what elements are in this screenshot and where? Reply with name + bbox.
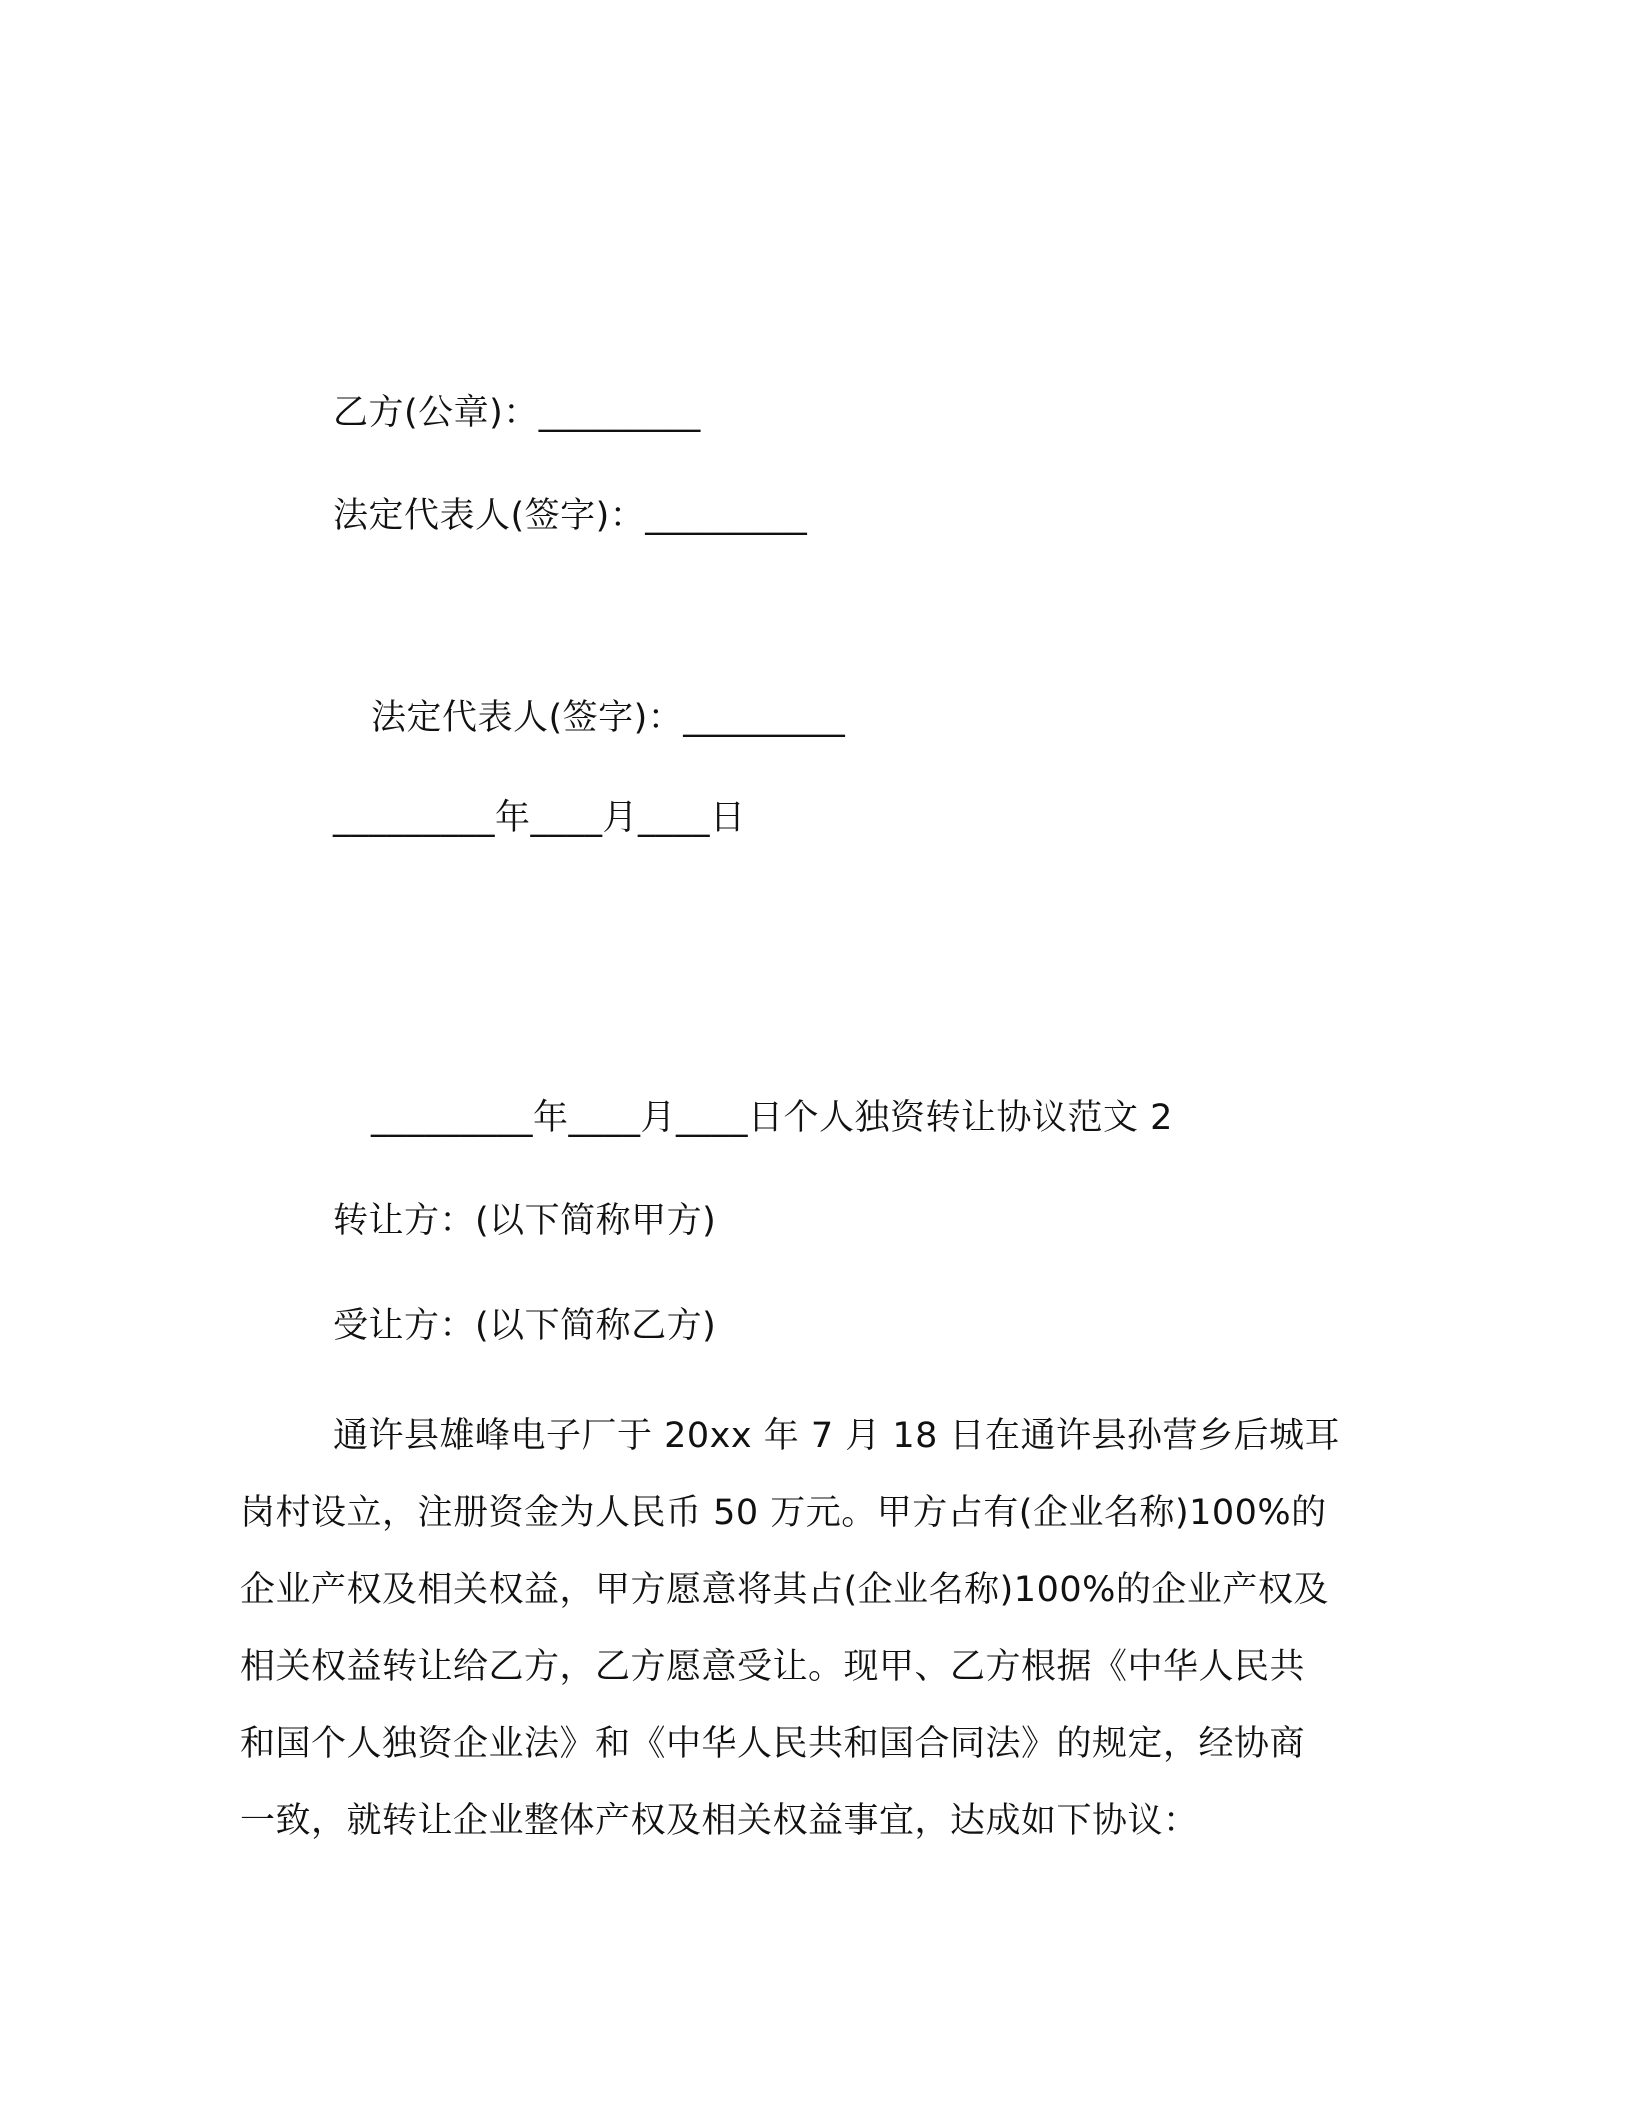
paragraph-line: 相关权益转让给乙方，乙方愿意受让。现甲、乙方根据《中华人民共 [240, 1647, 1306, 1687]
paragraph-line: 通许县雄峰电子厂于 20xx 年 7 月 18 日在通许县孙营乡后城耳 [333, 1416, 1341, 1456]
paragraph-line: 企业产权及相关权益，甲方愿意将其占(企业名称)100%的企业产权及 [240, 1570, 1329, 1610]
transferee-line: 受让方：(以下简称乙方) [333, 1306, 717, 1346]
legal-representative-signature-line-indented: 法定代表人(签字)：_________ [371, 698, 846, 738]
intro-paragraph [240, 1398, 1380, 1860]
agreement-title: _________年____月____日个人独资转让协议范文 2 [371, 1098, 1173, 1138]
paragraph-line: 和国个人独资企业法》和《中华人民共和国合同法》的规定，经协商 [240, 1724, 1306, 1764]
legal-representative-signature-line: 法定代表人(签字)：_________ [333, 496, 808, 536]
paragraph-line: 一致，就转让企业整体产权及相关权益事宜，达成如下协议： [240, 1801, 1199, 1841]
paragraph-line: 岗村设立，注册资金为人民币 50 万元。甲方占有(企业名称)100%的 [240, 1493, 1327, 1533]
transferor-line: 转让方：(以下简称甲方) [333, 1201, 717, 1241]
date-blank-line: _________年____月____日 [333, 798, 746, 838]
party-b-seal-line: 乙方(公章)：_________ [333, 393, 701, 433]
